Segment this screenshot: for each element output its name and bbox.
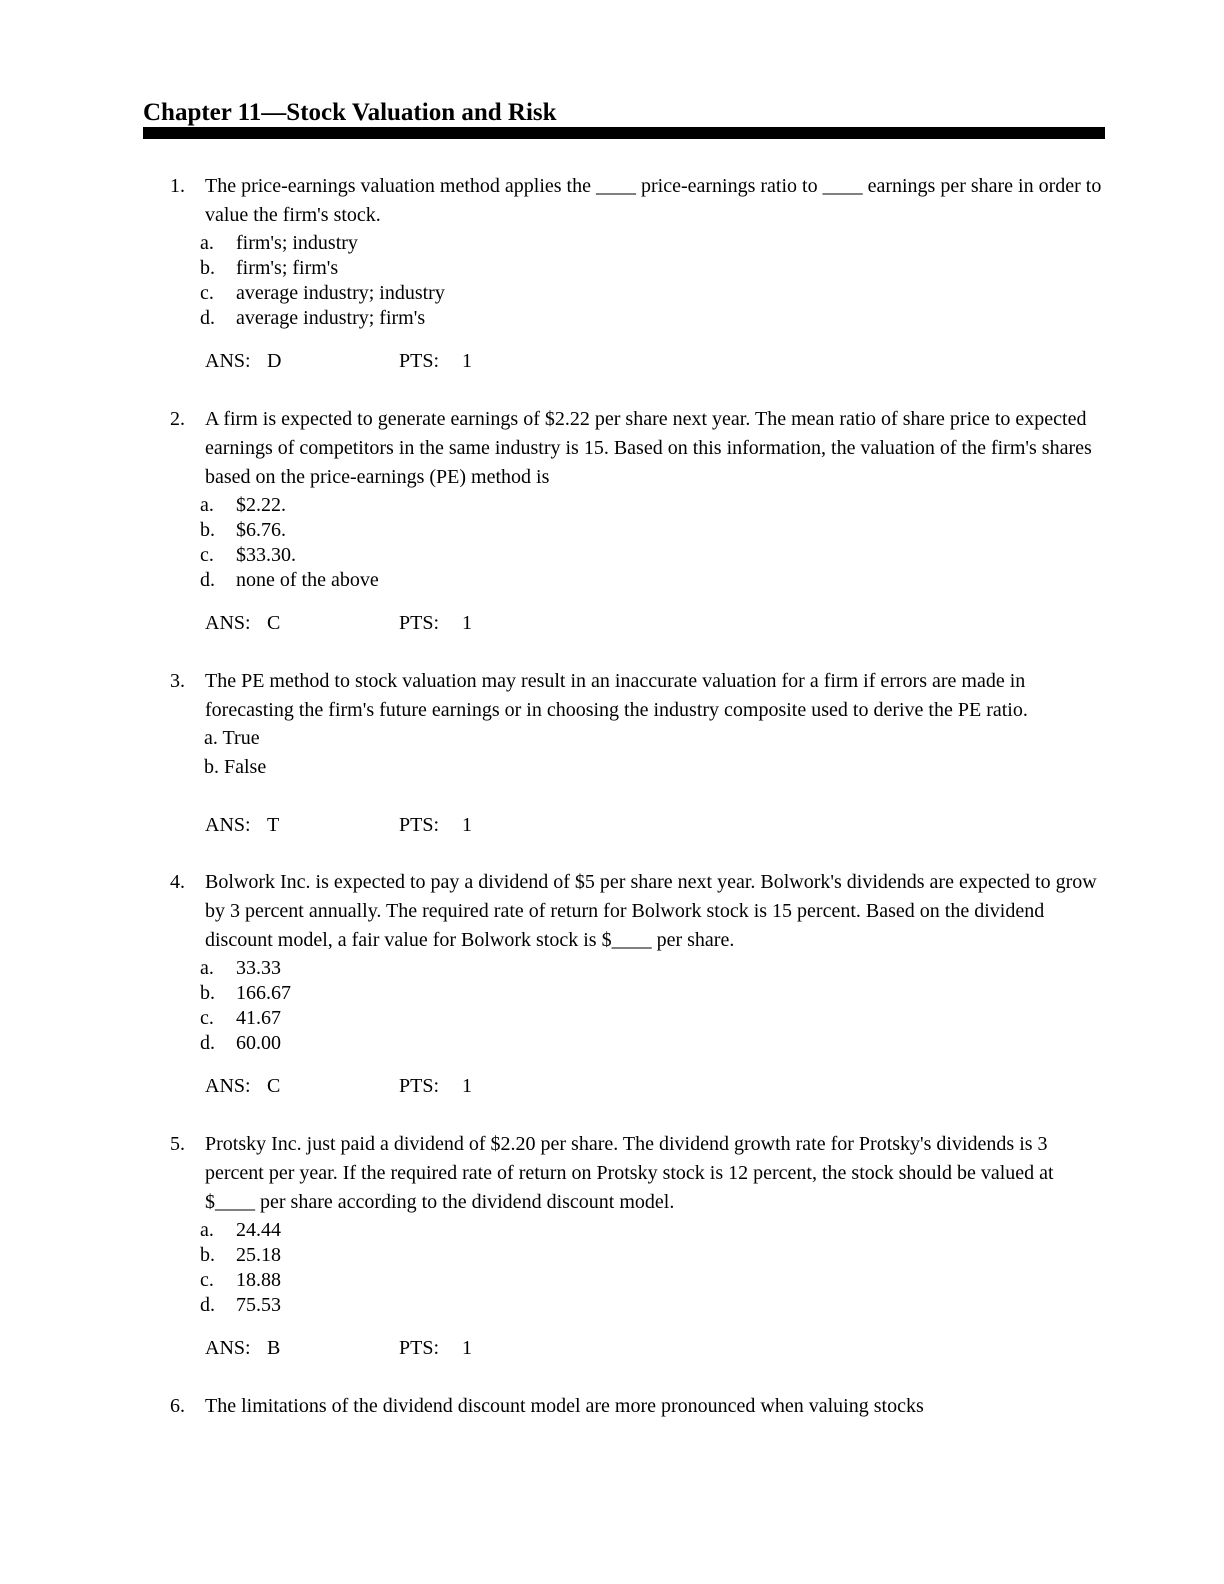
option-a — [200, 231, 358, 256]
answer-value: T — [267, 814, 280, 836]
option-a — [200, 1218, 281, 1243]
option-letter: c. — [200, 1269, 214, 1291]
points-label: PTS: — [399, 1337, 440, 1359]
question-number: 4. — [170, 871, 185, 893]
points-value: 1 — [462, 350, 472, 372]
question-number: 6. — [170, 1395, 185, 1417]
option-letter: b. — [200, 257, 215, 279]
answer-label: ANS: — [205, 350, 251, 372]
option-b — [200, 256, 338, 281]
question-number: 3. — [170, 670, 185, 692]
option-d — [200, 1031, 281, 1056]
option-a — [200, 493, 286, 518]
option-letter: b. — [200, 982, 215, 1004]
option-letter: d. — [200, 569, 215, 591]
question-text: The limitations of the dividend discount model are more pronounced when valuing stocks — [205, 1395, 924, 1417]
option-c — [200, 543, 296, 568]
option-text: firm's; industry — [236, 232, 358, 254]
option-b — [200, 981, 291, 1006]
option-text: 25.18 — [236, 1244, 281, 1266]
option-letter: c. — [200, 1007, 214, 1029]
option-letter: a. — [200, 957, 214, 979]
option-text: 24.44 — [236, 1219, 281, 1241]
option-d — [200, 306, 425, 331]
option-true: a. True — [204, 727, 260, 749]
question-text: Protsky Inc. just paid a dividend of $2.20 per share. The dividend growth rate for Protsky's dividends is 3 percent per year. If the required rate of return on Protsky stock is 12 percent, the stock should be valued at $____ per share according to the dividend discount model. — [205, 1133, 1054, 1213]
answer-value: C — [267, 612, 281, 634]
points-value: 1 — [462, 814, 472, 836]
points-label: PTS: — [399, 1075, 440, 1097]
answer-label: ANS: — [205, 1337, 251, 1359]
points-label: PTS: — [399, 814, 440, 836]
option-text: 75.53 — [236, 1294, 281, 1316]
points-label: PTS: — [399, 350, 440, 372]
option-letter: c. — [200, 544, 214, 566]
question-number: 5. — [170, 1133, 185, 1155]
option-text: none of the above — [236, 569, 379, 591]
option-text: $33.30. — [236, 544, 296, 566]
option-text: 60.00 — [236, 1032, 281, 1054]
chapter-title: Chapter 11—Stock Valuation and Risk — [143, 99, 557, 126]
option-text: $2.22. — [236, 494, 286, 516]
option-text: firm's; firm's — [236, 257, 339, 279]
option-letter: b. — [200, 519, 215, 541]
option-false: b. False — [204, 756, 267, 778]
answer-label: ANS: — [205, 814, 251, 836]
question-text: The PE method to stock valuation may result in an inaccurate valuation for a firm if errors are made in forecasting the firm's future earnings or in choosing the industry composite used to derive the PE ratio. — [205, 670, 1028, 721]
answer-value: B — [267, 1337, 281, 1359]
option-letter: c. — [200, 282, 214, 304]
option-letter: b. — [200, 1244, 215, 1266]
points-label: PTS: — [399, 612, 440, 634]
question-text: A firm is expected to generate earnings of $2.22 per share next year. The mean ratio of share price to expected earnings of competitors in the same industry is 15. Based on this information, the valuation of the firm's shares based on the price-earnings (PE) method is — [205, 408, 1092, 488]
option-letter: d. — [200, 1032, 215, 1054]
points-value: 1 — [462, 612, 472, 634]
option-text: 33.33 — [236, 957, 281, 979]
question-number: 2. — [170, 408, 185, 430]
option-text: 18.88 — [236, 1269, 281, 1291]
option-letter: a. — [200, 494, 214, 516]
question-text: The price-earnings valuation method applies the ____ price-earnings ratio to ____ earnings per share in order to value the firm's stock. — [205, 175, 1102, 226]
answer-value: C — [267, 1075, 281, 1097]
option-d — [200, 1293, 281, 1318]
points-value: 1 — [462, 1337, 472, 1359]
option-text: 166.67 — [236, 982, 291, 1004]
option-b — [200, 518, 286, 543]
option-letter: a. — [200, 1219, 214, 1241]
option-text: average industry; industry — [236, 282, 445, 304]
option-d — [200, 568, 379, 593]
question-number: 1. — [170, 175, 185, 197]
title-rule — [143, 127, 1105, 139]
answer-label: ANS: — [205, 1075, 251, 1097]
option-text: 41.67 — [236, 1007, 281, 1029]
option-letter: a. — [200, 232, 214, 254]
option-a — [200, 956, 281, 981]
answer-label: ANS: — [205, 612, 251, 634]
question-text: Bolwork Inc. is expected to pay a dividend of $5 per share next year. Bolwork's dividends are expected to grow by 3 percent annually. The required rate of return for Bolwork stock is 15 percent. Based on the dividend discount model, a fair value for Bolwork stock is $____ per share. — [205, 871, 1097, 951]
option-b — [200, 1243, 281, 1268]
points-value: 1 — [462, 1075, 472, 1097]
option-text: $6.76. — [236, 519, 286, 541]
option-letter: d. — [200, 307, 215, 329]
option-c — [200, 281, 445, 306]
answer-value: D — [267, 350, 282, 372]
option-text: average industry; firm's — [236, 307, 426, 329]
option-c — [200, 1268, 281, 1293]
option-c — [200, 1006, 281, 1031]
option-letter: d. — [200, 1294, 215, 1316]
